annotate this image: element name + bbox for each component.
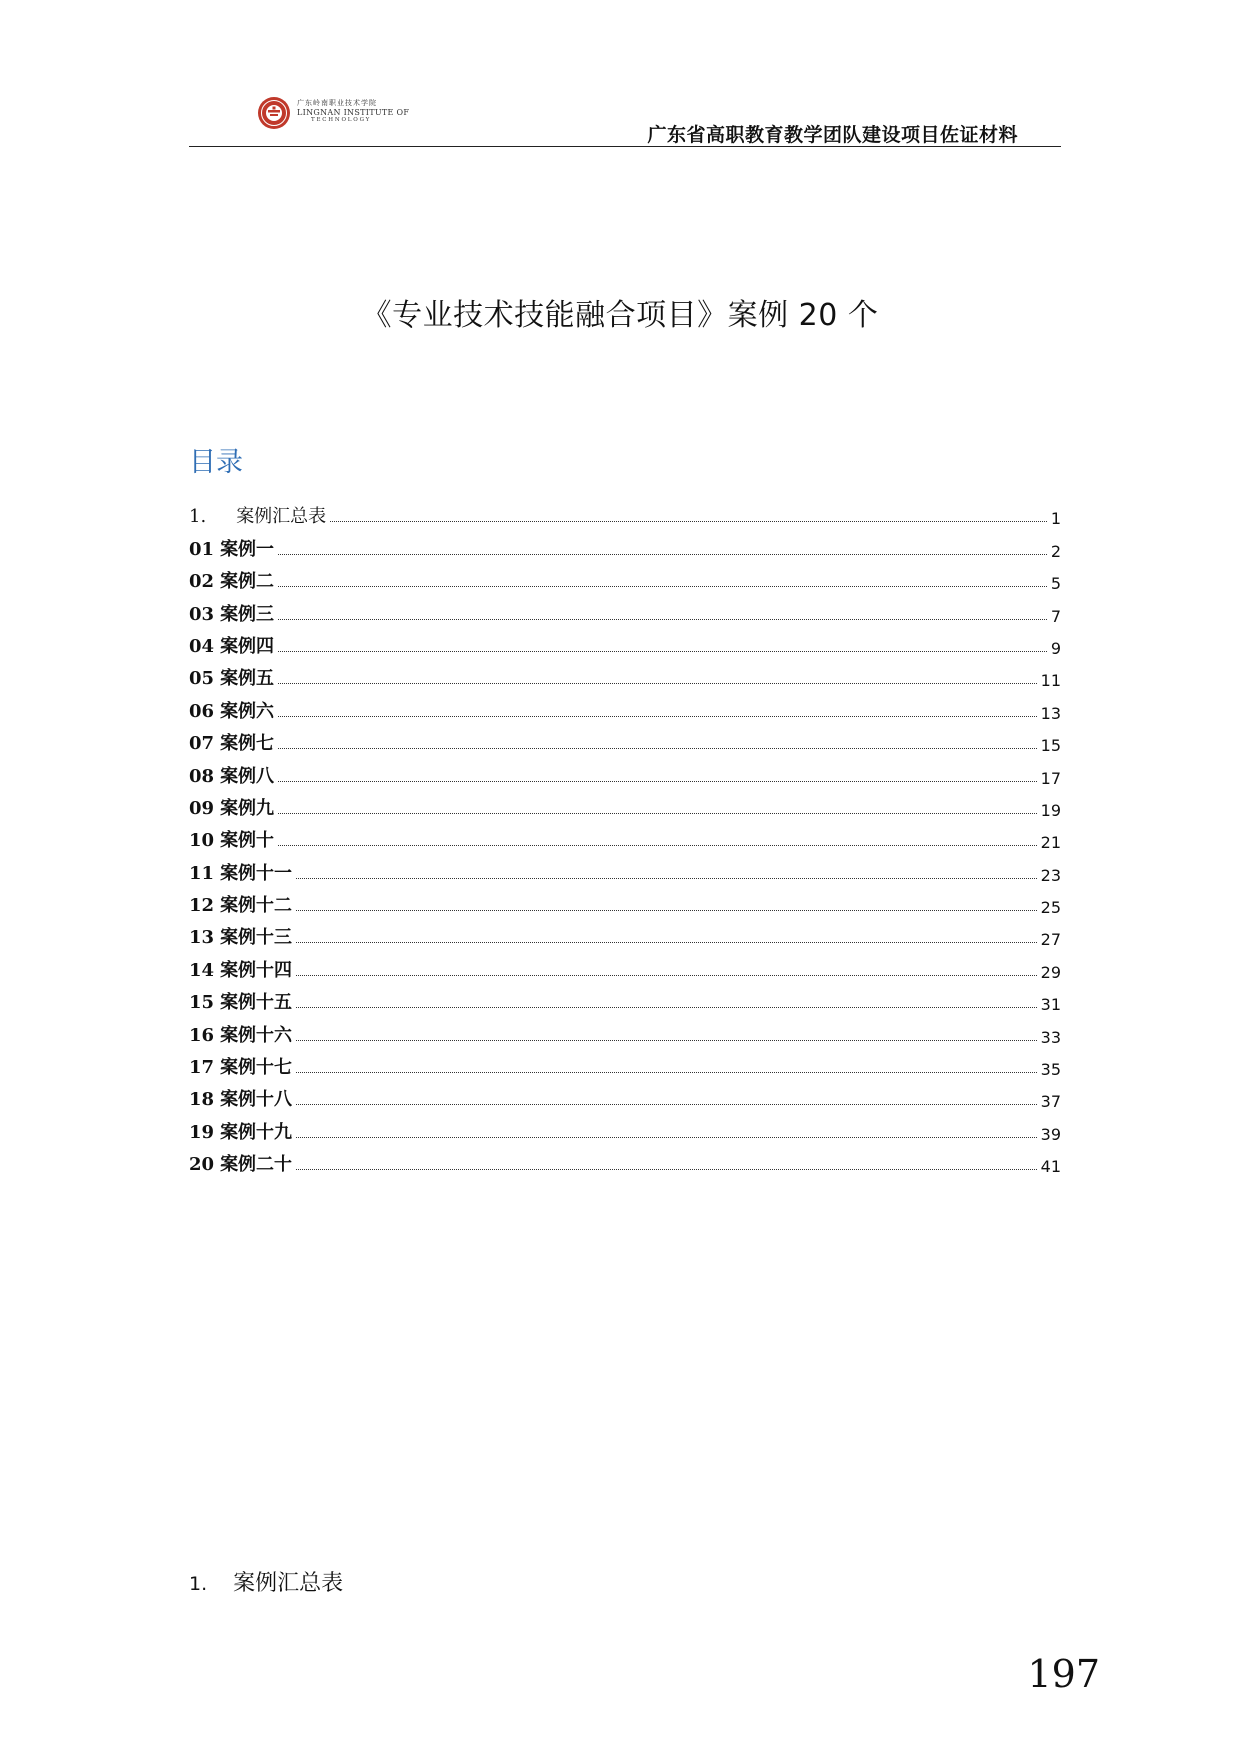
toc-entry-text: 案例八: [220, 765, 275, 787]
toc-entry-number: 02: [189, 571, 215, 593]
toc-entry-page: 35: [1040, 1060, 1061, 1080]
toc-entry-label: [189, 762, 274, 788]
toc-entry[interactable]: [189, 1144, 1061, 1176]
toc-entry-label: [189, 502, 326, 528]
toc-entry-number: 10: [189, 830, 215, 852]
toc-entry-label: [189, 1150, 292, 1176]
toc-entry-number: 20: [189, 1154, 215, 1176]
toc-entry-page: 21: [1040, 833, 1061, 853]
toc-dot-leader: [278, 716, 1037, 717]
toc-entry[interactable]: [189, 658, 1061, 690]
toc-dot-leader: [330, 521, 1047, 522]
toc-entry-page: 39: [1040, 1124, 1061, 1144]
toc-entry-number: 17: [189, 1057, 215, 1079]
toc-entry[interactable]: [189, 1014, 1061, 1046]
toc-entry-label: [189, 1021, 292, 1047]
toc-entry[interactable]: [189, 1111, 1061, 1143]
header-title: 广东省高职教育教学团队建设项目佐证材料: [647, 124, 1018, 146]
page-number: 197: [1027, 1652, 1100, 1696]
toc-entry[interactable]: [189, 496, 1061, 528]
toc-entry-page: 23: [1040, 865, 1061, 885]
toc-entry-label: [189, 632, 274, 658]
toc-dot-leader: [278, 554, 1047, 555]
header-divider: [189, 146, 1061, 147]
toc-entry-text: 案例一: [220, 538, 275, 560]
toc-entry-label: [189, 1085, 292, 1111]
toc-entry-number: 13: [189, 927, 215, 949]
toc-entry-text: 案例十七: [220, 1057, 293, 1079]
toc-entry-label: [189, 600, 274, 626]
toc-entry-page: 29: [1040, 962, 1061, 982]
toc-entry-number: 12: [189, 895, 215, 917]
page-header: [189, 92, 1061, 148]
section-heading: [189, 1566, 343, 1597]
toc-entry-page: 41: [1040, 1157, 1061, 1177]
toc-entry-number: 19: [189, 1121, 215, 1143]
toc-entry-number: 16: [189, 1024, 215, 1046]
toc-entry-text: 案例十三: [220, 927, 293, 949]
toc-entry-number: 01: [189, 538, 215, 560]
toc-entry-page: 37: [1040, 1092, 1061, 1112]
toc-entry-page: 19: [1040, 800, 1061, 820]
toc-entry[interactable]: [189, 917, 1061, 949]
school-logo-text: [297, 100, 409, 124]
school-name-en-line2: TECHNOLOGY: [311, 117, 372, 123]
toc-entry-page: 17: [1040, 768, 1061, 788]
toc-entry[interactable]: [189, 885, 1061, 917]
toc-entry-label: [189, 567, 274, 593]
toc-entry-label: [189, 697, 274, 723]
toc-entry[interactable]: [189, 690, 1061, 722]
toc-dot-leader: [296, 1137, 1037, 1138]
toc-entry-text: 案例十: [220, 830, 275, 852]
toc-entry[interactable]: [189, 949, 1061, 981]
toc-entry-text: 案例二: [220, 571, 275, 593]
toc-entry-number: 14: [189, 959, 215, 981]
toc-entry-text: 案例六: [220, 700, 275, 722]
toc-entry-number: 04: [189, 635, 215, 657]
toc-entry-number: 06: [189, 700, 215, 722]
toc-entry[interactable]: [189, 982, 1061, 1014]
toc-entry-label: [189, 1053, 292, 1079]
toc-entry-page: 9: [1050, 638, 1061, 658]
toc-entry[interactable]: [189, 820, 1061, 852]
toc-dot-leader: [296, 878, 1037, 879]
toc-dot-leader: [296, 910, 1037, 911]
toc-entry[interactable]: [189, 1079, 1061, 1111]
toc-entry[interactable]: [189, 528, 1061, 560]
toc-entry[interactable]: [189, 755, 1061, 787]
toc-entry-number: 05: [189, 668, 215, 690]
toc-entry-text: 案例七: [220, 733, 275, 755]
toc-dot-leader: [296, 942, 1037, 943]
toc-entry-label: [189, 859, 292, 885]
toc-entry-page: 7: [1050, 606, 1061, 626]
document-title: 《专业技术技能融合项目》案例 20 个: [361, 298, 879, 333]
toc-entry-page: 27: [1040, 930, 1061, 950]
toc-entry-number: 11: [189, 862, 215, 884]
toc-entry-label: [189, 826, 274, 852]
toc-entry[interactable]: [189, 593, 1061, 625]
toc-dot-leader: [278, 683, 1037, 684]
section-label: 案例汇总表: [233, 1571, 344, 1596]
toc-entry-text: 案例九: [220, 797, 275, 819]
toc-entry-text: 案例五: [220, 668, 275, 690]
toc-entry-number: 03: [189, 603, 215, 625]
toc-dot-leader: [296, 1104, 1037, 1105]
school-name-en-line1: LINGNAN INSTITUTE OF: [297, 108, 410, 117]
toc-entry-number: 15: [189, 992, 215, 1014]
toc-entry-number: 08: [189, 765, 215, 787]
toc-entry-label: [189, 535, 274, 561]
toc-entry-label: [189, 956, 292, 982]
toc-entry-number: 18: [189, 1089, 215, 1111]
toc-entry-text: 案例二十: [220, 1154, 293, 1176]
toc-entry-page: 25: [1040, 898, 1061, 918]
toc-entry-label: [189, 891, 292, 917]
toc-entry-number: 1.: [189, 506, 207, 528]
section-number: 1.: [189, 1573, 208, 1595]
table-of-contents: [189, 496, 1061, 1176]
toc-entry[interactable]: [189, 626, 1061, 658]
toc-entry-page: 33: [1040, 1027, 1061, 1047]
toc-entry-page: 11: [1040, 671, 1061, 691]
toc-entry[interactable]: [189, 1047, 1061, 1079]
toc-entry-number: 09: [189, 797, 215, 819]
toc-heading: 目录: [189, 447, 243, 478]
toc-dot-leader: [296, 1169, 1037, 1170]
toc-entry-text: 案例十一: [220, 862, 293, 884]
toc-entry-page: 13: [1040, 703, 1061, 723]
toc-entry[interactable]: [189, 723, 1061, 755]
toc-entry-label: [189, 794, 274, 820]
toc-entry-label: [189, 988, 292, 1014]
toc-entry[interactable]: [189, 852, 1061, 884]
toc-dot-leader: [296, 1072, 1037, 1073]
toc-dot-leader: [278, 781, 1037, 782]
toc-entry-text: 案例十五: [220, 992, 293, 1014]
toc-dot-leader: [296, 1007, 1037, 1008]
toc-entry-page: 31: [1040, 995, 1061, 1015]
toc-entry[interactable]: [189, 788, 1061, 820]
toc-entry-number: 07: [189, 733, 215, 755]
toc-entry-text: 案例四: [220, 635, 275, 657]
school-name-cn: 广东岭南职业技术学院: [297, 99, 377, 107]
toc-entry-page: 1: [1050, 509, 1061, 529]
toc-entry[interactable]: [189, 561, 1061, 593]
school-seal-icon: [257, 96, 291, 130]
toc-entry-label: [189, 729, 274, 755]
toc-dot-leader: [278, 813, 1037, 814]
toc-dot-leader: [278, 619, 1047, 620]
toc-entry-text: 案例十八: [220, 1089, 293, 1111]
toc-entry-text: 案例十二: [220, 895, 293, 917]
toc-dot-leader: [296, 975, 1037, 976]
toc-dot-leader: [278, 586, 1047, 587]
toc-dot-leader: [296, 1040, 1037, 1041]
toc-entry-page: 2: [1050, 541, 1061, 561]
toc-entry-text: 案例十九: [220, 1121, 293, 1143]
toc-entry-text: 案例十四: [220, 959, 293, 981]
toc-entry-text: 案例十六: [220, 1024, 293, 1046]
toc-entry-text: 案例三: [220, 603, 275, 625]
toc-dot-leader: [278, 651, 1047, 652]
toc-entry-label: [189, 923, 292, 949]
toc-entry-page: 5: [1050, 574, 1061, 594]
toc-dot-leader: [278, 845, 1037, 846]
toc-entry-text: 案例汇总表: [236, 506, 327, 528]
toc-entry-label: [189, 664, 274, 690]
toc-entry-page: 15: [1040, 736, 1061, 756]
toc-entry-label: [189, 1118, 292, 1144]
toc-dot-leader: [278, 748, 1037, 749]
